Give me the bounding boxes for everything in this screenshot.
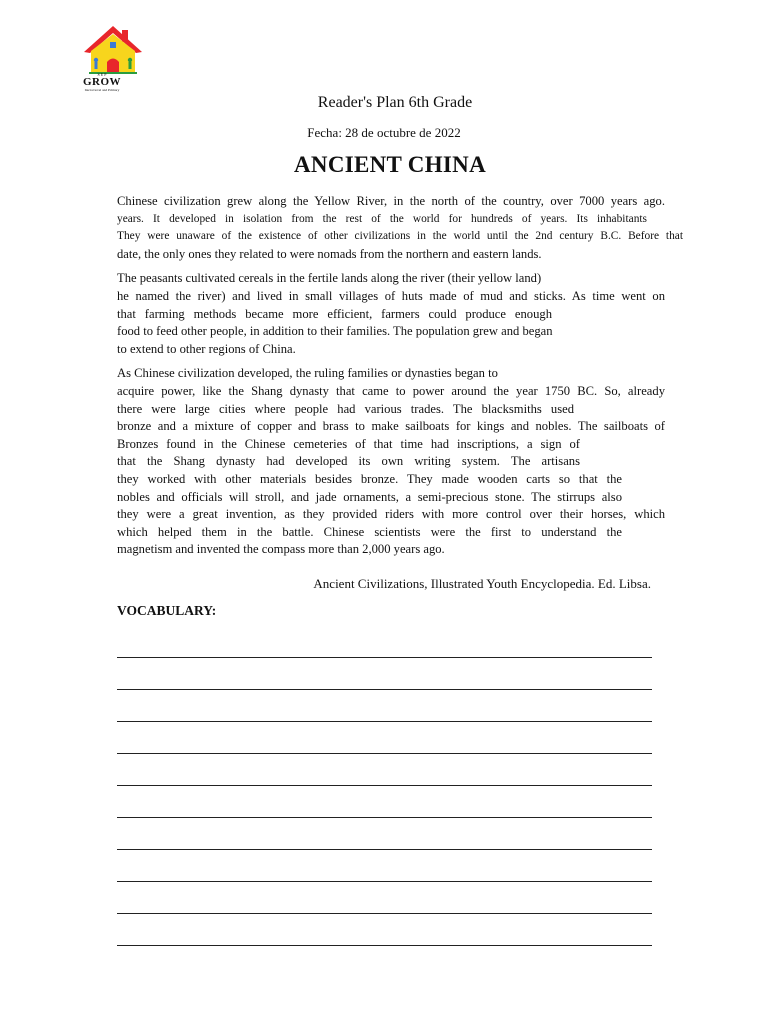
text-line: bronze and a mixture of copper and brass to make sailboats for kings and nobles. The sailboats of: [117, 419, 665, 434]
text-line: that farming methods became more efficient, farmers could produce enough: [117, 306, 552, 321]
text-line: which helped them in the battle. Chinese scientists were the first to understand the: [117, 524, 622, 539]
logo-tagline: Inicial level and Primary: [84, 88, 120, 92]
paragraph-3: [117, 365, 683, 559]
logo-text: [82, 72, 122, 93]
writing-line[interactable]: [117, 658, 652, 690]
logo-door: [107, 59, 119, 73]
writing-line[interactable]: [117, 690, 652, 722]
writing-line[interactable]: [117, 722, 652, 754]
text-line: years. It developed in isolation from the rest of the world for hundreds of years. Its inhabitants: [117, 212, 647, 225]
text-line: that the Shang dynasty had developed its own writing system. The artisans: [117, 454, 580, 469]
article-body: [117, 193, 683, 566]
vocabulary-label: VOCABULARY:: [117, 603, 217, 618]
vocabulary-writing-lines: [117, 657, 652, 946]
document-title: Reader's Plan 6th Grade: [317, 94, 473, 111]
text-line: there were large cities where people had various trades. The blacksmiths used: [117, 401, 574, 416]
text-line: magnetism and invented the compass more than 2,000 years ago.: [117, 542, 445, 557]
text-line: Bronzes found in the Chinese cemeteries of that time had inscriptions, a sign of: [117, 436, 580, 451]
article-heading: ANCIENT CHINA: [294, 152, 486, 177]
text-line: Chinese civilization grew along the Yellow River, in the north of the country, over 7000 years ago.: [117, 194, 665, 208]
text-line: They were unaware of the existence of other civilizations in the world until the 2nd century B.C. Before that: [117, 230, 683, 243]
document-date: Fecha: 28 de octubre de 2022: [307, 125, 461, 140]
text-line: they were a great invention, as they provided riders with more control over their horses, which: [117, 507, 665, 522]
text-line: to extend to other regions of China.: [117, 341, 296, 356]
text-line: he named the river) and lived in small villages of huts made of mud and sticks. As time went on: [117, 288, 665, 303]
writing-line[interactable]: [117, 818, 652, 850]
text-line: date, the only ones they related to were nomads from the northern and eastern lands.: [117, 246, 542, 261]
source-citation: Ancient Civilizations, Illustrated Youth Encyclopedia. Ed. Libsa.: [313, 576, 651, 591]
writing-line[interactable]: [117, 850, 652, 882]
logo-window: [110, 42, 116, 48]
writing-line[interactable]: [117, 786, 652, 818]
text-line: food to feed other people, in addition to their families. The population grew and began: [117, 324, 553, 339]
logo-word: GROW: [82, 76, 122, 88]
text-line: The peasants cultivated cereals in the fertile lands along the river (their yellow land): [117, 271, 542, 286]
text-line: acquire power, like the Shang dynasty that came to power around the year 1750 BC. So, already: [117, 383, 665, 398]
text-line: they worked with other materials besides bronze. They made wooden carts so that the: [117, 471, 622, 486]
writing-line[interactable]: [117, 882, 652, 914]
logo-small-text: S E P: [97, 72, 107, 77]
writing-line[interactable]: [117, 754, 652, 786]
paragraph-1: [117, 193, 683, 263]
paragraph-2: [117, 270, 683, 358]
text-line: As Chinese civilization developed, the ruling families or dynasties began to: [117, 366, 498, 381]
text-line: nobles and officials will stroll, and jade ornaments, a semi-precious stone. The stirrups also: [117, 489, 622, 504]
writing-line[interactable]: [117, 914, 652, 946]
